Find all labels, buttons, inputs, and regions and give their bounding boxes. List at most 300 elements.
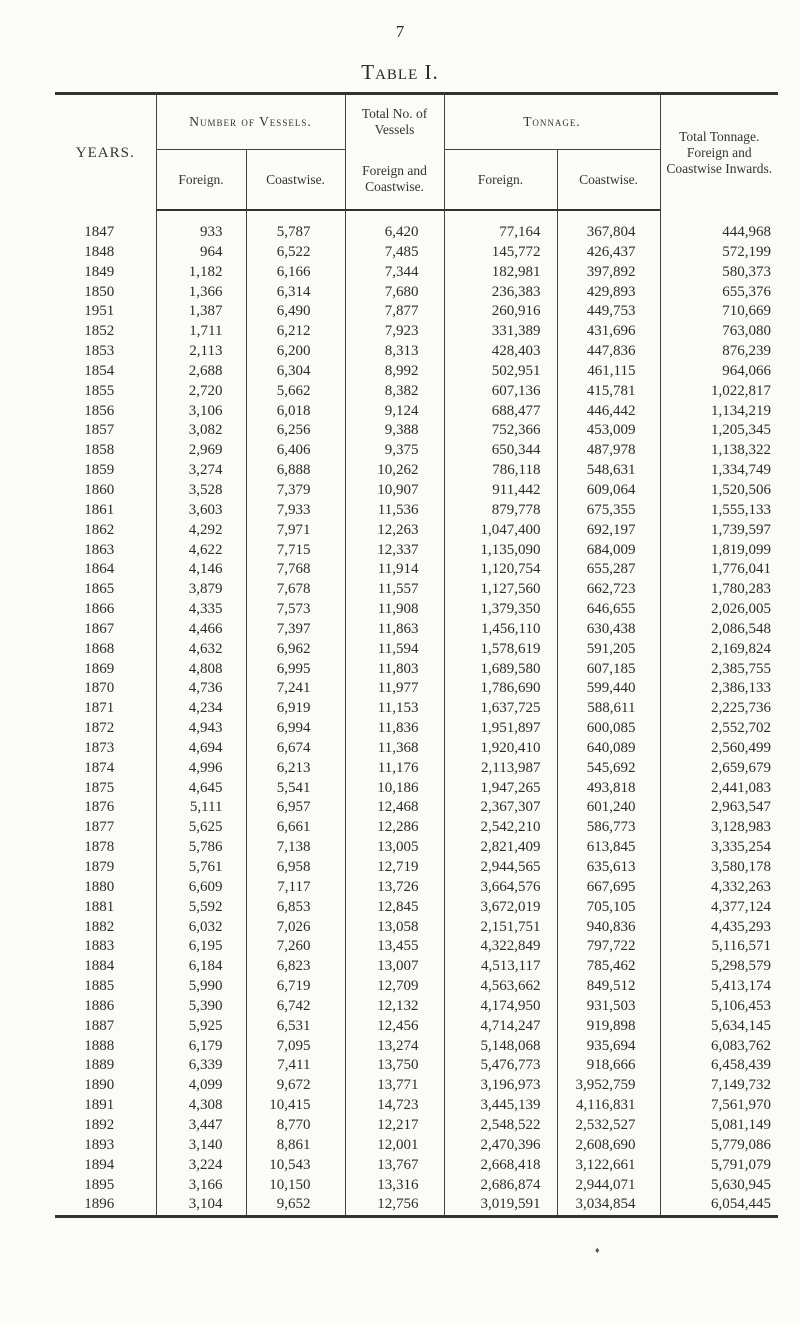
- foreign-vessels-cell: 3,879: [156, 580, 246, 600]
- total-vessels-cell: 9,375: [345, 441, 444, 461]
- total-tonnage-cell: 5,298,579: [660, 957, 778, 977]
- table-row: [55, 521, 778, 541]
- foreign-tonnage-cell: 1,947,265: [444, 779, 557, 799]
- year-cell: 1864: [84, 561, 115, 578]
- foreign-vessels-cell: 4,099: [156, 1076, 246, 1096]
- coastwise-tonnage-cell: 545,692: [557, 759, 660, 779]
- foreign-tonnage-cell: 4,174,950: [444, 997, 557, 1017]
- total-tonnage-cell: 3,335,254: [660, 838, 778, 858]
- table-row: [55, 541, 778, 561]
- foreign-vessels-cell: 2,969: [156, 441, 246, 461]
- table-row: [55, 600, 778, 620]
- foreign-tonnage-cell: 2,944,565: [444, 858, 557, 878]
- year-cell: 1880: [84, 878, 115, 895]
- coastwise-tonnage-cell: 601,240: [557, 798, 660, 818]
- coastwise-vessels-cell: 6,719: [246, 977, 345, 997]
- foreign-tonnage-cell: 1,578,619: [444, 640, 557, 660]
- table-row: [55, 421, 778, 441]
- foreign-tonnage-cell: 3,019,591: [444, 1195, 557, 1216]
- foreign-tonnage-cell: 428,403: [444, 342, 557, 362]
- table-row: [55, 580, 778, 600]
- foreign-vessels-cell: 3,166: [156, 1176, 246, 1196]
- coastwise-tonnage-cell: 607,185: [557, 660, 660, 680]
- coastwise-tonnage-cell: 397,892: [557, 263, 660, 283]
- total-tonnage-cell: 964,066: [660, 362, 778, 382]
- foreign-tonnage-cell: 2,686,874: [444, 1176, 557, 1196]
- total-vessels-cell: 7,344: [345, 263, 444, 283]
- table-body: [55, 210, 778, 1217]
- year-cell: 1875: [84, 779, 115, 796]
- foreign-tonnage-cell: 182,981: [444, 263, 557, 283]
- total-vessels-cell: 12,263: [345, 521, 444, 541]
- coastwise-vessels-cell: 6,661: [246, 818, 345, 838]
- total-vessels-cell: 7,923: [345, 322, 444, 342]
- foreign-vessels-cell: 4,466: [156, 620, 246, 640]
- foreign-vessels-cell: 3,224: [156, 1156, 246, 1176]
- coastwise-vessels-cell: 7,095: [246, 1037, 345, 1057]
- year-cell: 1893: [84, 1136, 115, 1153]
- coastwise-vessels-header: Coastwise.: [246, 150, 345, 211]
- coastwise-tonnage-cell: 675,355: [557, 501, 660, 521]
- total-vessels-cell: 8,382: [345, 382, 444, 402]
- foreign-tonnage-cell: 1,689,580: [444, 660, 557, 680]
- table-row: [55, 1037, 778, 1057]
- total-tonnage-cell: 572,199: [660, 243, 778, 263]
- foreign-vessels-cell: 5,390: [156, 997, 246, 1017]
- year-cell: 1854: [84, 362, 115, 379]
- foreign-vessels-cell: 3,447: [156, 1116, 246, 1136]
- total-tonnage-cell: 763,080: [660, 322, 778, 342]
- year-cell: 1888: [84, 1037, 115, 1054]
- total-vessels-cell: 11,176: [345, 759, 444, 779]
- table-row: [55, 382, 778, 402]
- table-row: [55, 1076, 778, 1096]
- coastwise-tonnage-cell: 591,205: [557, 640, 660, 660]
- foreign-and-coastwise-header: Foreign and Coastwise.: [345, 150, 444, 211]
- number-of-vessels-header: Number of Vessels.: [156, 94, 345, 150]
- foreign-tonnage-cell: 2,668,418: [444, 1156, 557, 1176]
- foreign-vessels-cell: 3,603: [156, 501, 246, 521]
- total-tonnage-cell: 655,376: [660, 283, 778, 303]
- total-vessels-cell: 12,719: [345, 858, 444, 878]
- total-tonnage-cell: 6,054,445: [660, 1195, 778, 1216]
- total-vessels-cell: 12,845: [345, 898, 444, 918]
- foreign-tonnage-cell: 4,714,247: [444, 1017, 557, 1037]
- foreign-tonnage-header: Foreign.: [444, 150, 557, 211]
- table-row: [55, 1116, 778, 1136]
- total-vessels-cell: 12,217: [345, 1116, 444, 1136]
- total-tonnage-cell: 3,580,178: [660, 858, 778, 878]
- coastwise-vessels-cell: 7,933: [246, 501, 345, 521]
- table-row: [55, 402, 778, 422]
- year-cell: 1878: [84, 839, 115, 856]
- total-tonnage-cell: 444,968: [660, 210, 778, 243]
- total-tonnage-cell: 2,963,547: [660, 798, 778, 818]
- table-row: [55, 620, 778, 640]
- total-tonnage-cell: 5,081,149: [660, 1116, 778, 1136]
- total-vessels-cell: 11,914: [345, 560, 444, 580]
- coastwise-tonnage-cell: 3,122,661: [557, 1156, 660, 1176]
- coastwise-vessels-cell: 6,888: [246, 461, 345, 481]
- foreign-vessels-cell: 3,106: [156, 402, 246, 422]
- coastwise-tonnage-cell: 599,440: [557, 679, 660, 699]
- total-tonnage-cell: 2,560,499: [660, 739, 778, 759]
- total-tonnage-cell: 2,386,133: [660, 679, 778, 699]
- table-row: [55, 878, 778, 898]
- coastwise-vessels-cell: 7,026: [246, 918, 345, 938]
- total-tonnage-cell: 2,441,083: [660, 779, 778, 799]
- year-cell: 1881: [84, 898, 115, 915]
- table-row: [55, 481, 778, 501]
- foreign-tonnage-cell: 2,821,409: [444, 838, 557, 858]
- coastwise-vessels-cell: 6,958: [246, 858, 345, 878]
- table-row: [55, 322, 778, 342]
- total-vessels-cell: 11,908: [345, 600, 444, 620]
- foreign-vessels-cell: 6,179: [156, 1037, 246, 1057]
- total-vessels-cell: 13,455: [345, 937, 444, 957]
- year-cell: 1892: [84, 1116, 115, 1133]
- year-cell: 1870: [84, 680, 115, 697]
- total-tonnage-cell: 2,026,005: [660, 600, 778, 620]
- total-vessels-cell: 13,771: [345, 1076, 444, 1096]
- coastwise-tonnage-cell: 918,666: [557, 1056, 660, 1076]
- year-cell: 1872: [84, 720, 115, 737]
- table-row: [55, 937, 778, 957]
- coastwise-tonnage-cell: 548,631: [557, 461, 660, 481]
- foreign-vessels-cell: 1,387: [156, 302, 246, 322]
- foreign-vessels-cell: 2,720: [156, 382, 246, 402]
- foreign-tonnage-cell: 879,778: [444, 501, 557, 521]
- coastwise-vessels-cell: 7,260: [246, 937, 345, 957]
- total-vessels-cell: 8,992: [345, 362, 444, 382]
- total-tonnage-cell: 710,669: [660, 302, 778, 322]
- coastwise-tonnage-cell: 3,952,759: [557, 1076, 660, 1096]
- coastwise-vessels-cell: 6,919: [246, 699, 345, 719]
- total-vessels-cell: 7,485: [345, 243, 444, 263]
- coastwise-vessels-cell: 8,861: [246, 1136, 345, 1156]
- table-row: [55, 461, 778, 481]
- total-vessels-cell: 11,803: [345, 660, 444, 680]
- coastwise-vessels-cell: 6,304: [246, 362, 345, 382]
- total-vessels-cell: 11,153: [345, 699, 444, 719]
- coastwise-vessels-cell: 6,742: [246, 997, 345, 1017]
- total-vessels-cell: 13,767: [345, 1156, 444, 1176]
- total-tonnage-cell: 1,780,283: [660, 580, 778, 600]
- coastwise-vessels-cell: 6,212: [246, 322, 345, 342]
- total-vessels-cell: 10,186: [345, 779, 444, 799]
- foreign-vessels-cell: 5,925: [156, 1017, 246, 1037]
- foreign-vessels-cell: 6,609: [156, 878, 246, 898]
- coastwise-tonnage-cell: 613,845: [557, 838, 660, 858]
- total-vessels-cell: 12,468: [345, 798, 444, 818]
- coastwise-tonnage-cell: 588,611: [557, 699, 660, 719]
- coastwise-vessels-cell: 6,674: [246, 739, 345, 759]
- year-cell: 1882: [84, 918, 115, 935]
- total-vessels-cell: 12,337: [345, 541, 444, 561]
- total-tonnage-cell: 1,555,133: [660, 501, 778, 521]
- coastwise-tonnage-cell: 635,613: [557, 858, 660, 878]
- total-tonnage-cell: 5,634,145: [660, 1017, 778, 1037]
- coastwise-vessels-cell: 7,397: [246, 620, 345, 640]
- foreign-tonnage-cell: 2,548,522: [444, 1116, 557, 1136]
- year-cell: 1883: [84, 938, 115, 955]
- year-cell: 1874: [84, 759, 115, 776]
- foreign-tonnage-cell: 1,920,410: [444, 739, 557, 759]
- coastwise-vessels-cell: 5,662: [246, 382, 345, 402]
- table-row: [55, 302, 778, 322]
- table-row: [55, 243, 778, 263]
- coastwise-vessels-cell: 7,117: [246, 878, 345, 898]
- table-row: [55, 679, 778, 699]
- foreign-tonnage-cell: 607,136: [444, 382, 557, 402]
- coastwise-tonnage-cell: 429,893: [557, 283, 660, 303]
- coastwise-vessels-cell: 6,256: [246, 421, 345, 441]
- total-tonnage-cell: 1,776,041: [660, 560, 778, 580]
- total-tonnage-cell: 5,791,079: [660, 1156, 778, 1176]
- total-tonnage-cell: 6,458,439: [660, 1056, 778, 1076]
- coastwise-vessels-cell: 9,652: [246, 1195, 345, 1216]
- foreign-vessels-cell: 2,113: [156, 342, 246, 362]
- shipping-table: [55, 92, 778, 1218]
- year-cell: 1862: [84, 521, 115, 538]
- table-row: [55, 441, 778, 461]
- foreign-vessels-cell: 4,996: [156, 759, 246, 779]
- year-cell: 1885: [84, 978, 115, 995]
- table-row: [55, 818, 778, 838]
- coastwise-tonnage-cell: 2,944,071: [557, 1176, 660, 1196]
- total-tonnage-cell: 2,169,824: [660, 640, 778, 660]
- coastwise-tonnage-cell: 705,105: [557, 898, 660, 918]
- year-cell: 1876: [84, 799, 115, 816]
- total-vessels-cell: 11,977: [345, 679, 444, 699]
- coastwise-tonnage-cell: 630,438: [557, 620, 660, 640]
- coastwise-vessels-cell: 6,962: [246, 640, 345, 660]
- total-vessels-cell: 13,058: [345, 918, 444, 938]
- year-cell: 1896: [84, 1196, 115, 1213]
- foreign-vessels-cell: 5,761: [156, 858, 246, 878]
- coastwise-tonnage-cell: 684,009: [557, 541, 660, 561]
- foreign-tonnage-cell: 911,442: [444, 481, 557, 501]
- foreign-vessels-cell: 4,694: [156, 739, 246, 759]
- table-row: [55, 283, 778, 303]
- foreign-tonnage-cell: 3,672,019: [444, 898, 557, 918]
- year-cell: 1884: [84, 958, 115, 975]
- coastwise-vessels-cell: 10,543: [246, 1156, 345, 1176]
- year-cell: 1866: [84, 601, 115, 618]
- coastwise-vessels-cell: 5,787: [246, 210, 345, 243]
- foreign-vessels-cell: 4,146: [156, 560, 246, 580]
- total-tonnage-cell: 5,779,086: [660, 1136, 778, 1156]
- total-vessels-cell: 10,907: [345, 481, 444, 501]
- year-cell: 1877: [84, 819, 115, 836]
- foreign-vessels-cell: 4,736: [156, 679, 246, 699]
- table-row: [55, 997, 778, 1017]
- total-tonnage-cell: 5,413,174: [660, 977, 778, 997]
- coastwise-tonnage-cell: 487,978: [557, 441, 660, 461]
- coastwise-tonnage-cell: 2,608,690: [557, 1136, 660, 1156]
- coastwise-vessels-cell: 6,490: [246, 302, 345, 322]
- foreign-tonnage-cell: 2,113,987: [444, 759, 557, 779]
- table-row: [55, 210, 778, 243]
- total-vessels-cell: 7,877: [345, 302, 444, 322]
- total-vessels-cell: 12,001: [345, 1136, 444, 1156]
- foreign-tonnage-cell: 2,151,751: [444, 918, 557, 938]
- year-cell: 1871: [84, 700, 115, 717]
- foreign-vessels-cell: 3,104: [156, 1195, 246, 1216]
- foreign-vessels-cell: 3,082: [156, 421, 246, 441]
- foreign-tonnage-cell: 650,344: [444, 441, 557, 461]
- total-tonnage-cell: 2,385,755: [660, 660, 778, 680]
- coastwise-vessels-cell: 5,541: [246, 779, 345, 799]
- foreign-tonnage-cell: 5,476,773: [444, 1056, 557, 1076]
- foreign-tonnage-cell: 1,786,690: [444, 679, 557, 699]
- year-cell: 1886: [84, 997, 115, 1014]
- foreign-vessels-header: Foreign.: [156, 150, 246, 211]
- total-vessels-cell: 13,316: [345, 1176, 444, 1196]
- total-vessels-cell: 14,723: [345, 1096, 444, 1116]
- table-container: [55, 92, 778, 1218]
- coastwise-vessels-cell: 10,150: [246, 1176, 345, 1196]
- table-row: [55, 1056, 778, 1076]
- tonnage-header: Tonnage.: [444, 94, 660, 150]
- year-cell: 1894: [84, 1156, 115, 1173]
- total-tonnage-header: Total Tonnage. Foreign and Coastwise Inwards.: [660, 94, 778, 211]
- total-vessels-cell: 7,680: [345, 283, 444, 303]
- coastwise-tonnage-cell: 640,089: [557, 739, 660, 759]
- year-cell: 1895: [84, 1176, 115, 1193]
- foreign-tonnage-cell: 77,164: [444, 210, 557, 243]
- table-row: [55, 1136, 778, 1156]
- total-vessels-cell: 6,420: [345, 210, 444, 243]
- coastwise-tonnage-cell: 940,836: [557, 918, 660, 938]
- coastwise-tonnage-cell: 431,696: [557, 322, 660, 342]
- foreign-tonnage-cell: 2,542,210: [444, 818, 557, 838]
- year-cell: 1857: [84, 422, 115, 439]
- foreign-vessels-cell: 4,943: [156, 719, 246, 739]
- foreign-vessels-cell: 6,339: [156, 1056, 246, 1076]
- total-vessels-cell: 12,709: [345, 977, 444, 997]
- foreign-vessels-cell: 3,528: [156, 481, 246, 501]
- table-title: Table I.: [361, 60, 439, 84]
- year-cell: 1859: [84, 462, 115, 479]
- foreign-tonnage-cell: 1,135,090: [444, 541, 557, 561]
- coastwise-tonnage-cell: 919,898: [557, 1017, 660, 1037]
- coastwise-vessels-cell: 6,853: [246, 898, 345, 918]
- foreign-tonnage-cell: 1,379,350: [444, 600, 557, 620]
- coastwise-tonnage-cell: 426,437: [557, 243, 660, 263]
- total-vessels-cell: 12,132: [345, 997, 444, 1017]
- coastwise-tonnage-cell: 797,722: [557, 937, 660, 957]
- table-row: [55, 858, 778, 878]
- table-row: [55, 798, 778, 818]
- year-cell: 1865: [84, 581, 115, 598]
- total-tonnage-cell: 4,435,293: [660, 918, 778, 938]
- table-row: [55, 660, 778, 680]
- coastwise-tonnage-cell: 447,836: [557, 342, 660, 362]
- year-cell: 1889: [84, 1057, 115, 1074]
- table-header: [55, 94, 778, 211]
- table-row: [55, 362, 778, 382]
- years-header: YEARS.: [75, 144, 135, 161]
- foreign-tonnage-cell: 260,916: [444, 302, 557, 322]
- foreign-vessels-cell: 4,308: [156, 1096, 246, 1116]
- coastwise-vessels-cell: 6,200: [246, 342, 345, 362]
- table-row: [55, 640, 778, 660]
- year-cell: 1848: [84, 243, 115, 260]
- total-vessels-cell: 11,557: [345, 580, 444, 600]
- foreign-tonnage-cell: 1,047,400: [444, 521, 557, 541]
- table-row: [55, 342, 778, 362]
- table-row: [55, 977, 778, 997]
- coastwise-tonnage-cell: 667,695: [557, 878, 660, 898]
- foreign-tonnage-cell: 502,951: [444, 362, 557, 382]
- foreign-vessels-cell: 5,990: [156, 977, 246, 997]
- foreign-tonnage-cell: 1,127,560: [444, 580, 557, 600]
- foreign-tonnage-cell: 1,637,725: [444, 699, 557, 719]
- foreign-vessels-cell: 4,808: [156, 660, 246, 680]
- table-row: [55, 1156, 778, 1176]
- total-tonnage-cell: 1,138,322: [660, 441, 778, 461]
- year-cell: 1852: [84, 323, 115, 340]
- table-row: [55, 779, 778, 799]
- total-tonnage-cell: 1,022,817: [660, 382, 778, 402]
- total-tonnage-cell: 7,149,732: [660, 1076, 778, 1096]
- total-vessels-header: Total No. of Vessels: [345, 94, 444, 150]
- coastwise-vessels-cell: 7,971: [246, 521, 345, 541]
- coastwise-tonnage-header: Coastwise.: [557, 150, 660, 211]
- foreign-vessels-cell: 4,335: [156, 600, 246, 620]
- total-vessels-cell: 9,388: [345, 421, 444, 441]
- total-vessels-cell: 13,274: [345, 1037, 444, 1057]
- foreign-tonnage-cell: 4,513,117: [444, 957, 557, 977]
- total-vessels-cell: 8,313: [345, 342, 444, 362]
- coastwise-tonnage-cell: 3,034,854: [557, 1195, 660, 1216]
- year-cell: 1873: [84, 739, 115, 756]
- total-tonnage-cell: 7,561,970: [660, 1096, 778, 1116]
- foreign-vessels-cell: 1,182: [156, 263, 246, 283]
- coastwise-vessels-cell: 6,995: [246, 660, 345, 680]
- foreign-vessels-cell: 5,111: [156, 798, 246, 818]
- coastwise-vessels-cell: 6,823: [246, 957, 345, 977]
- total-vessels-cell: 13,007: [345, 957, 444, 977]
- coastwise-vessels-cell: 10,415: [246, 1096, 345, 1116]
- total-tonnage-cell: 2,225,736: [660, 699, 778, 719]
- year-cell: 1849: [84, 263, 115, 280]
- coastwise-tonnage-cell: 586,773: [557, 818, 660, 838]
- total-vessels-cell: 10,262: [345, 461, 444, 481]
- foreign-tonnage-cell: 1,951,897: [444, 719, 557, 739]
- coastwise-vessels-cell: 6,522: [246, 243, 345, 263]
- year-cell: 1858: [84, 442, 115, 459]
- total-tonnage-cell: 6,083,762: [660, 1037, 778, 1057]
- year-cell: 1867: [84, 620, 115, 637]
- coastwise-vessels-cell: 9,672: [246, 1076, 345, 1096]
- coastwise-vessels-cell: 8,770: [246, 1116, 345, 1136]
- total-tonnage-cell: 3,128,983: [660, 818, 778, 838]
- coastwise-vessels-cell: 6,406: [246, 441, 345, 461]
- coastwise-vessels-cell: 7,411: [246, 1056, 345, 1076]
- foreign-tonnage-cell: 3,445,139: [444, 1096, 557, 1116]
- coastwise-tonnage-cell: 662,723: [557, 580, 660, 600]
- coastwise-vessels-cell: 7,241: [246, 679, 345, 699]
- total-tonnage-cell: 876,239: [660, 342, 778, 362]
- foreign-tonnage-cell: 1,120,754: [444, 560, 557, 580]
- foreign-tonnage-cell: 331,389: [444, 322, 557, 342]
- table-row: [55, 560, 778, 580]
- table-row: [55, 699, 778, 719]
- coastwise-vessels-cell: 7,573: [246, 600, 345, 620]
- total-vessels-cell: 9,124: [345, 402, 444, 422]
